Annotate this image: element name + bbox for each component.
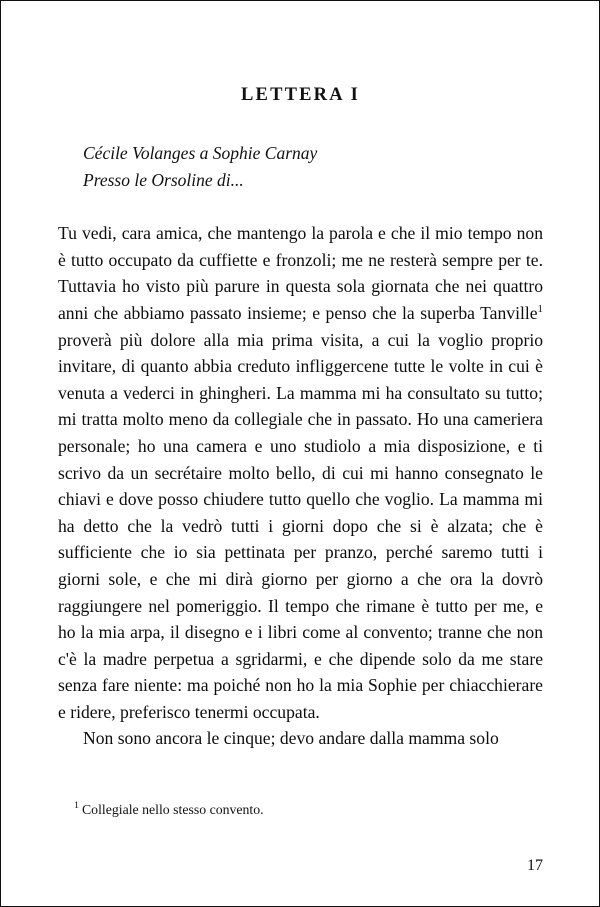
footnote-entry xyxy=(58,800,543,819)
page-title: LETTERA I xyxy=(240,85,361,105)
footnote-reference-marker[interactable]: 1 xyxy=(537,303,543,316)
footnote-number: 1 xyxy=(74,800,79,812)
footnote-area xyxy=(58,800,543,819)
footnote-text: Collegiale nello stesso convento. xyxy=(81,802,264,817)
salutation-line-address: Presso le Orsoline di... xyxy=(83,169,244,190)
salutation-line-sender-recipient: Cécile Volanges a Sophie Carnay xyxy=(83,143,318,164)
letter-salutation xyxy=(58,106,543,193)
page-content xyxy=(58,1,543,752)
page-number: 17 xyxy=(527,857,543,874)
body-paragraph-2: Non sono ancora le cinque; devo andare dalla mamma solo xyxy=(83,728,499,749)
paragraph-1-text-before-footnote: Tu vedi, cara amica, che mantengo la parola e che il mio tempo non è tutto occupato da cuffiette e fronzoli; me ne resterà sempre per te. Tuttavia ho visto più parure in questa sola giornata che nei quattro anni che abbiamo passato insieme; e penso che la superba Tanville xyxy=(58,223,543,323)
letter-body xyxy=(58,193,543,752)
body-paragraph-1 xyxy=(58,220,543,725)
paragraph-1-text-after-footnote: proverà più dolore alla mia prima visita, a cui la voglio proprio invitare, di quanto abbia creduto infliggercene tutte le volte in cui è venuta a vederci in ghingheri. La mamma mi ha consultato su tutto; mi tratta molto meno da collegiale che in passato. Ho una cameriera personale; ho una camera e uno studiolo a mia disposizione, e ti scrivo da un secrétaire molto bello, di cui mi hanno consegnato le chiavi e dove posso chiudere tutto quello che voglio. La mamma mi ha detto che la vedrò tutti i giorni dopo che si è alzata; che è sufficiente che io sia pettinata per pranzo, perché saremo tutti i giorni sole, e che mi dirà giorno per giorno a che ora la dovrò raggiungere nel pomeriggio. Il tempo che rimane è tutto per me, e ho la mia arpa, il disegno e i libri come al convento; tranne che non c'è la madre perpetua a sgridarmi, e che dipende solo da me stare senza fare niente: ma poiché non ho la mia Sophie per chiacchierare e ridere, preferisco tenermi occupata. xyxy=(58,329,543,722)
